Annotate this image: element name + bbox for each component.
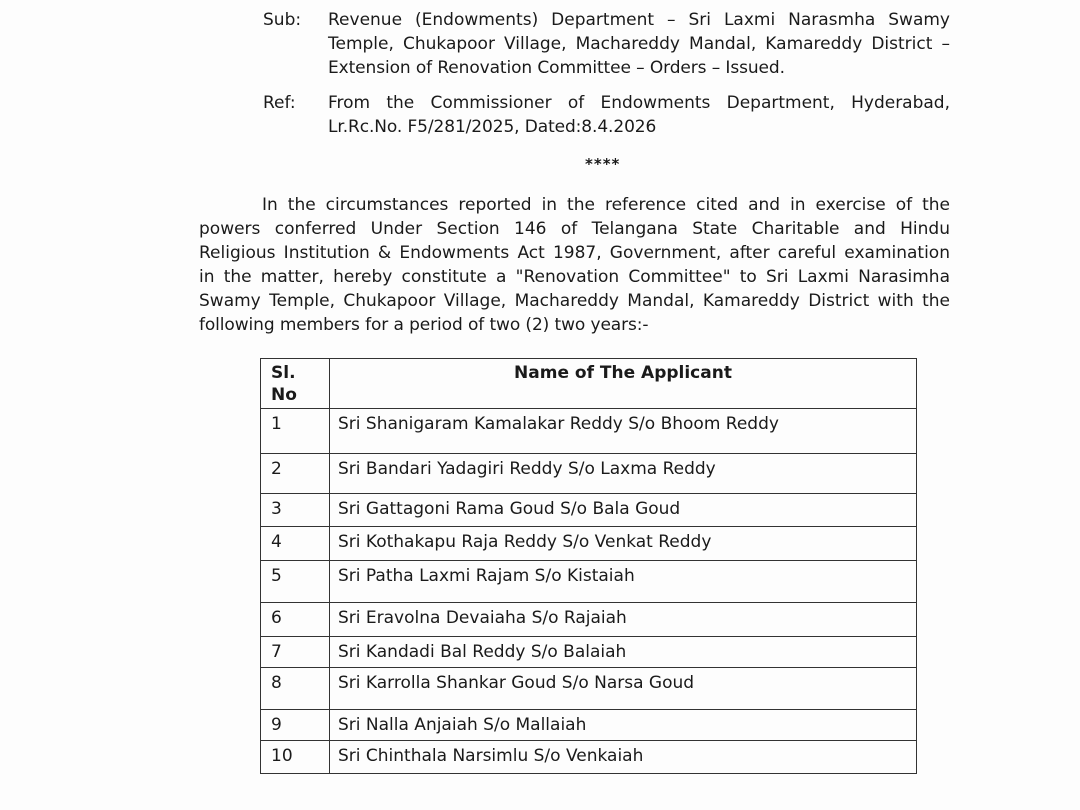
table-row xyxy=(261,741,917,774)
table-row xyxy=(261,409,917,454)
row-applicant-name: Sri Patha Laxmi Rajam S/o Kistaiah xyxy=(330,561,917,603)
row-number: 5 xyxy=(261,561,330,603)
subject-label: Sub: xyxy=(263,10,302,30)
reference-line-1: From the Commissioner of Endowments Department, Hyderabad, xyxy=(328,93,950,113)
reference-line-2: Lr.Rc.No. F5/281/2025, Dated:8.4.2026 xyxy=(328,117,657,137)
row-applicant-name: Sri Kandadi Bal Reddy S/o Balaiah xyxy=(330,637,917,668)
body-line-3: Religious Institution & Endowments Act 1987, Government, after careful examination xyxy=(199,243,950,263)
row-number: 2 xyxy=(261,454,330,494)
subject-line-1: Revenue (Endowments) Department – Sri Laxmi Narasmha Swamy xyxy=(328,10,950,30)
header-sl-no: Sl. No xyxy=(261,359,330,409)
subject-line-3: Extension of Renovation Committee – Orders – Issued. xyxy=(328,58,785,78)
body-line-5: Swamy Temple, Chukapoor Village, Machareddy Mandal, Kamareddy District with the xyxy=(199,291,950,311)
row-number: 8 xyxy=(261,668,330,710)
body-line-4: in the matter, hereby constitute a "Renovation Committee" to Sri Laxmi Narasimha xyxy=(199,267,950,287)
table-row xyxy=(261,637,917,668)
row-applicant-name: Sri Bandari Yadagiri Reddy S/o Laxma Reddy xyxy=(330,454,917,494)
row-number: 10 xyxy=(261,741,330,774)
table-row xyxy=(261,527,917,561)
table-row xyxy=(261,561,917,603)
separator-stars: **** xyxy=(585,155,621,173)
row-applicant-name: Sri Eravolna Devaiaha S/o Rajaiah xyxy=(330,603,917,637)
body-line-2: powers conferred Under Section 146 of Telangana State Charitable and Hindu xyxy=(199,219,950,239)
reference-label: Ref: xyxy=(263,93,296,113)
body-line-6: following members for a period of two (2) two years:- xyxy=(199,315,649,335)
row-applicant-name: Sri Gattagoni Rama Goud S/o Bala Goud xyxy=(330,494,917,527)
table-header-row xyxy=(261,359,917,409)
row-number: 6 xyxy=(261,603,330,637)
row-number: 4 xyxy=(261,527,330,561)
table-row xyxy=(261,668,917,710)
row-applicant-name: Sri Kothakapu Raja Reddy S/o Venkat Reddy xyxy=(330,527,917,561)
row-number: 9 xyxy=(261,710,330,741)
row-applicant-name: Sri Nalla Anjaiah S/o Mallaiah xyxy=(330,710,917,741)
row-number: 1 xyxy=(261,409,330,454)
table-row xyxy=(261,603,917,637)
row-number: 7 xyxy=(261,637,330,668)
row-applicant-name: Sri Chinthala Narsimlu S/o Venkaiah xyxy=(330,741,917,774)
members-table xyxy=(260,358,917,774)
header-name: Name of The Applicant xyxy=(330,359,917,409)
body-line-1: In the circumstances reported in the reference cited and in exercise of the xyxy=(262,195,950,215)
subject-line-2: Temple, Chukapoor Village, Machareddy Mandal, Kamareddy District – xyxy=(328,34,950,54)
table-row xyxy=(261,494,917,527)
row-number: 3 xyxy=(261,494,330,527)
row-applicant-name: Sri Shanigaram Kamalakar Reddy S/o Bhoom Reddy xyxy=(330,409,917,454)
table-row xyxy=(261,710,917,741)
row-applicant-name: Sri Karrolla Shankar Goud S/o Narsa Goud xyxy=(330,668,917,710)
table-row xyxy=(261,454,917,494)
